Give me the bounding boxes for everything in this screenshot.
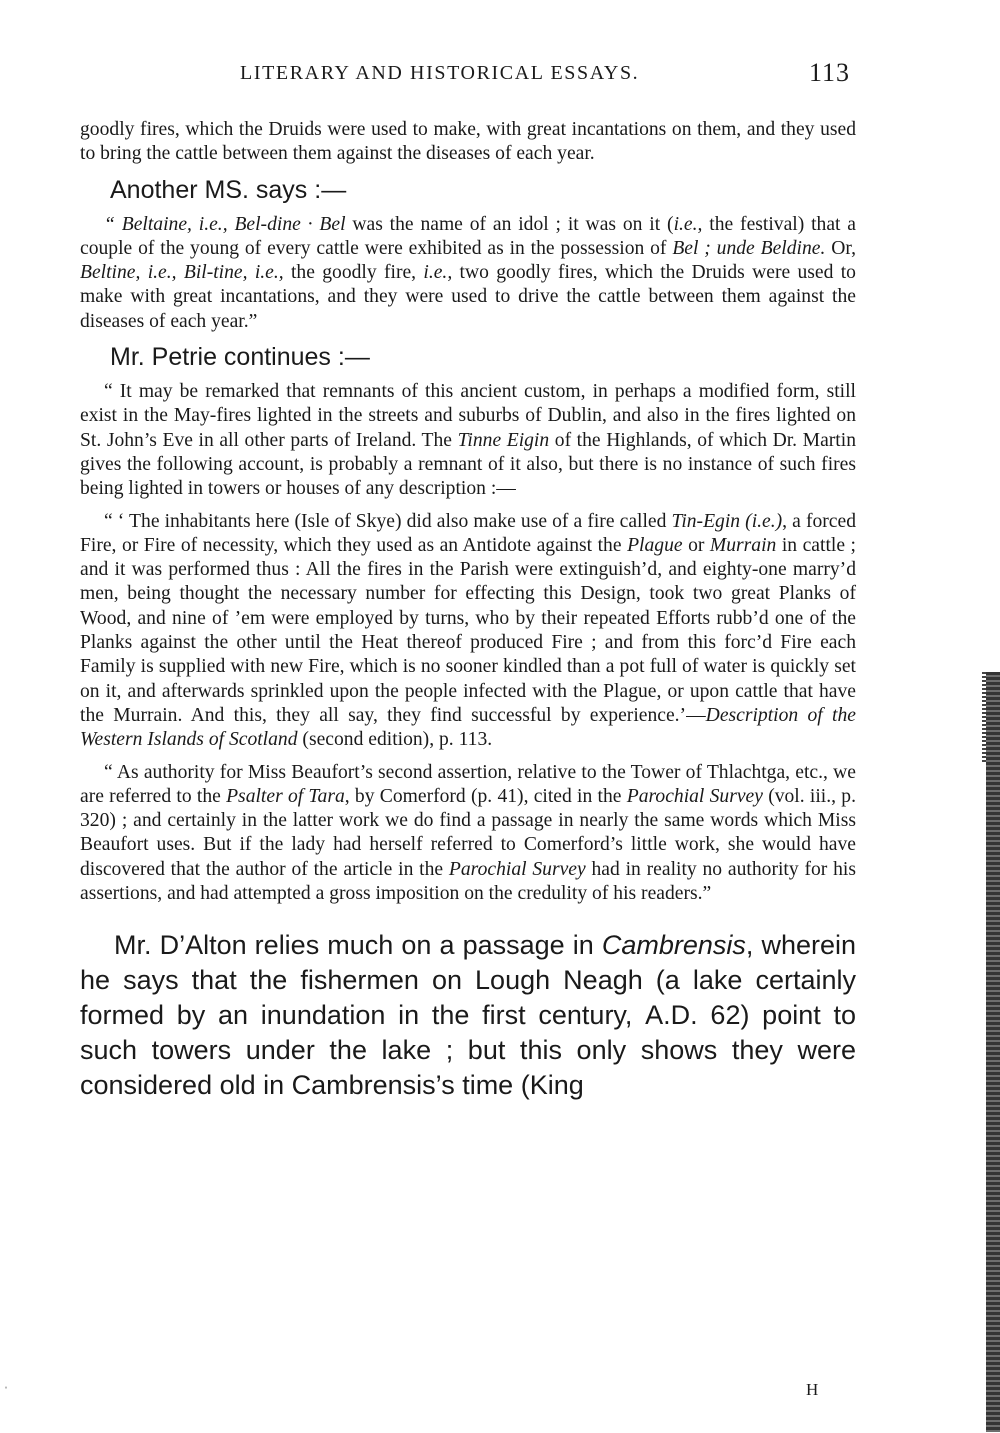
description-citation: Description of the Western Islands of Scotland: [80, 704, 856, 751]
quote-ie: i.e.,: [673, 213, 703, 235]
parochial-survey-2: Parochial Survey: [448, 858, 586, 880]
heading-petrie-continues: Mr. Petrie continues :—: [110, 343, 370, 372]
murrain: Murrain: [709, 534, 777, 556]
beaufort-text-d: had in reality no authority for his assertions, and had attempted a gross imposition on the credulity of his readers.”: [80, 858, 856, 905]
skye-text-e: (second edition), p. 113.: [297, 729, 493, 751]
skye-text-b: , a forced Fire, or Fire of necessity, which they used as an Antidote against the: [80, 510, 856, 556]
cambrensis: Cambrensis: [601, 930, 746, 961]
signature-mark: H: [806, 1380, 820, 1399]
running-head: [80, 58, 860, 92]
quote-beltaine: [80, 213, 856, 334]
dalton-text-b: , wherein he says that the fishermen on Lough Neagh (a lake certainly formed by an inundation in the first century,: [80, 930, 857, 1031]
quote-ie-2: i.e.,: [423, 262, 453, 284]
paragraph-isle-of-skye: [80, 510, 856, 753]
dalton-text-c: 62) point to such towers under the lake ; but this only shows they were considered old in Cambrensis’s time (King: [80, 1000, 856, 1101]
beaufort-text-b: , by Comerford (p. 41), cited in the: [344, 785, 627, 807]
paragraph-beaufort: [80, 761, 856, 907]
skye-text-a: “ ‘ The inhabitants here (Isle of Skye) did also make use of a fire called: [104, 510, 672, 532]
body-text: [80, 118, 856, 1103]
plague: Plague: [627, 534, 683, 556]
tin-egin: Tin-Egin (i.e.): [671, 510, 783, 532]
psalter-of-tara: Psalter of Tara: [226, 785, 345, 807]
parochial-survey: Parochial Survey: [626, 785, 763, 807]
heading-another-ms: Another MS. says :—: [110, 175, 347, 204]
skye-text-c: or: [682, 534, 710, 556]
dalton-text-a: Mr. D’Alton relies much on a passage in: [114, 930, 602, 961]
running-title: LITERARY AND HISTORICAL ESSAYS.: [240, 62, 640, 84]
paragraph-may-fires: [80, 380, 856, 501]
skye-text-d: in cattle ; and it was performed thus : All the fires in the Parish were extinguish’d, and eighty-one marry’d men, being thought the necessary number for effecting this Design, took two great Planks of Wood, and nine of ’em were employed by turns, who by their repeated Efforts rubb’d one of the Planks against the other until the Heat thereof produced Fire ; and from this forc’d Fire each Family is supplied with new Fire, which is no sooner kindled than a pot full of water is quickly set on it, and afterwards sprinkled upon the people infected with the Plague, or upon cattle that have the Murrain. And this, they all say, they find successful by experience.’—: [80, 534, 856, 726]
may-fires-text-b: of the Highlands, of which Dr. Martin gives the following account, is probably a remnant of it also, but there is no instance of such fires being lighted in towers or houses of any description :—: [80, 429, 856, 500]
scan-edge: [986, 672, 1000, 1432]
quote-bel: Bel: [319, 213, 346, 235]
quote-text-b: the festival) that a couple of the young of every cattle were exhibited as in the possession of: [80, 213, 857, 259]
anno-domini: A.D.: [645, 1000, 698, 1031]
page-number: 113: [808, 58, 850, 87]
quote-text-c: Or,: [825, 237, 857, 259]
quote-bel-unde: Bel ; unde Beldine.: [672, 237, 826, 259]
paragraph-dalton: [80, 928, 856, 1103]
may-fires-text-a: “ It may be remarked that remnants of this ancient custom, in perhaps a modified form, still exist in the May-fires lighted in the streets and suburbs of Dublin, and also in the fires lighted on St. John’s Eve in all other parts of Ireland. The: [80, 381, 856, 451]
beaufort-text-c: (vol. iii., p. 320) ; and certainly in the latter work we do find a passage in nearly the same words which Miss Beaufort uses. But if the lady had herself referred to Comerford’s little work, she would have discovered that the author of the article in the: [80, 785, 856, 880]
margin-speck: ˈ: [4, 1384, 8, 1398]
quote-text-e: two goodly fires, which the Druids were used to make with great incantations, and they were used to drive the cattle between them against the diseases of each year.”: [80, 262, 856, 332]
paragraph-goodly-fires: goodly fires, which the Druids were used to make, with great incantations on them, and they used to bring the cattle between them against the diseases of each year.: [80, 119, 856, 165]
beaufort-text-a: “ As authority for Miss Beaufort’s second assertion, relative to the Tower of Thlachtga, etc., we are referred to the: [80, 761, 856, 807]
quote-text-a: was the name of an idol ; it was on it (: [345, 213, 674, 235]
quote-text-d: the goodly fire,: [283, 262, 424, 284]
quote-lead-italic: “ Beltaine, i.e., Bel-dine ·: [104, 213, 313, 235]
tinne-eigin: Tinne Eigin: [457, 429, 550, 451]
quote-beltine: Beltine, i.e., Bil-tine, i.e.,: [80, 262, 284, 284]
